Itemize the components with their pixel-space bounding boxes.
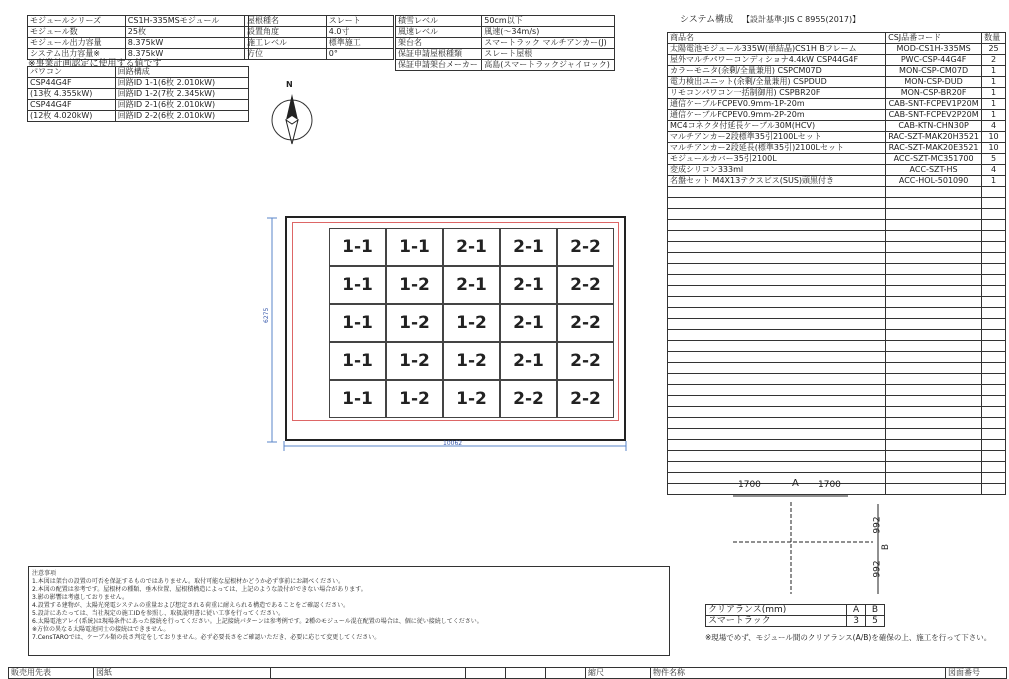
solar-panel: 2-1 [443, 228, 500, 266]
system-parts-table [667, 32, 1006, 495]
roof-info-table [244, 15, 394, 60]
solar-panel: 1-2 [443, 342, 500, 380]
system-part-row [668, 143, 1006, 154]
system-part-row [668, 66, 1006, 77]
system-header-row-cell: CSJ品番コード [886, 33, 982, 44]
system-part-row-cell: 屋外マルチパワーコンディショナ4.4kW CSP44G4F [668, 55, 886, 66]
system-empty-row [668, 440, 1006, 451]
note-line: 5.設計にあたっては、当社規定の施工IDを参照し、取扱説明書に従い工事を行ってください。 [32, 610, 285, 617]
system-part-row [668, 44, 1006, 55]
north-compass [268, 80, 316, 148]
roof-info-row [245, 38, 394, 49]
system-part-row-cell: MC4コネクタ付延長ケーブル30M(HCV) [668, 121, 886, 132]
pcs-row [28, 89, 249, 100]
system-empty-row [668, 418, 1006, 429]
system-empty-row [668, 308, 1006, 319]
clearance-top: 992 [872, 516, 883, 534]
system-part-row-cell: モジュールカバー35引2100L [668, 154, 886, 165]
env-info-row-cell: 風速(〜34m/s) [482, 27, 615, 38]
pcs-header-row [28, 67, 249, 78]
system-title-text: システム構成 [680, 15, 734, 25]
solar-panel: 1-1 [329, 266, 386, 304]
clearance-row-b: 5 [866, 616, 885, 627]
env-info-row [396, 60, 615, 71]
clearance-mid-label: A [792, 478, 799, 489]
env-info-row-cell: 積雪レベル [396, 16, 482, 27]
clearance-row-name: スマートラック [706, 616, 847, 627]
system-part-row [668, 88, 1006, 99]
roof-info-row-cell: 標準施工 [326, 38, 393, 49]
system-empty-row [668, 385, 1006, 396]
system-part-row-cell: マルチアンカー2段延長(標準35引)2100Lセット [668, 143, 886, 154]
system-empty-row [668, 198, 1006, 209]
system-part-row-cell: PWC-CSP-44G4F [886, 55, 982, 66]
module-info-row [28, 27, 249, 38]
module-info-row [28, 16, 249, 27]
footer-drawing: 図紙 [94, 668, 271, 679]
solar-panel: 1-1 [386, 228, 443, 266]
system-empty-row [668, 187, 1006, 198]
module-note: ※事業計画認定に使用する値です [28, 59, 162, 69]
system-part-row-cell: 1 [982, 110, 1006, 121]
footer-drawing-no: 図面番号 [946, 668, 1007, 679]
system-part-row [668, 99, 1006, 110]
note-line: ※方位の異なる太陽電池同士の接続はできません。 [32, 626, 170, 633]
system-header-row-cell: 数量 [982, 33, 1006, 44]
module-info-row-cell: CS1H-335MSモジュール [125, 16, 248, 27]
system-part-row-cell: カラーモニタ(余剰/全量兼用) CSPCM07D [668, 66, 886, 77]
module-info-row [28, 38, 249, 49]
system-part-row [668, 132, 1006, 143]
clearance-right: 1700 [818, 480, 841, 490]
system-part-row-cell: 電力検出ユニット(余剰/全量兼用) CSPDUD [668, 77, 886, 88]
system-part-row-cell: 名盤セット M4X13テクスビス(SUS)頭黒付き [668, 176, 886, 187]
system-part-row-cell: CAB-KTN-CHN30P [886, 121, 982, 132]
pcs-row-cell: 回路ID 2-1(6枚 2.010kW) [115, 100, 248, 111]
system-part-row-cell: 10 [982, 143, 1006, 154]
pcs-row-cell: 回路ID 1-1(6枚 2.010kW) [115, 78, 248, 89]
system-part-row-cell: 1 [982, 88, 1006, 99]
module-info-table [27, 15, 249, 60]
roof-info-row-cell: 0° [326, 49, 393, 60]
system-empty-row [668, 374, 1006, 385]
solar-panel: 2-2 [557, 266, 614, 304]
system-part-row-cell: 通信ケーブルFCPEV0.9mm-1P-20m [668, 99, 886, 110]
roof-info-row-cell: 設置角度 [245, 27, 327, 38]
system-empty-row [668, 341, 1006, 352]
system-empty-row [668, 319, 1006, 330]
solar-panel: 2-2 [557, 304, 614, 342]
system-part-row-cell: リモコンパワコン一括制御用) CSPBR20F [668, 88, 886, 99]
env-info-row-cell: 架台名 [396, 38, 482, 49]
system-part-row [668, 110, 1006, 121]
solar-panel: 1-1 [329, 228, 386, 266]
north-label: N [286, 80, 293, 89]
note-line: 7.CensTAROでは、ケーブル類の長さ判定をしておりません。必ず必要長さをご確認いただき、必要に応じて変更してください。 [32, 634, 381, 641]
clearance-diagram [733, 472, 892, 607]
env-info-row-cell: スレート屋根 [482, 49, 615, 60]
clearance-header-a: A [847, 605, 866, 616]
note-line: 1.本図は架台の設置の可否を保証するものではありません。取付可能な屋根材かどうか必ず事前にお調べください。 [32, 578, 345, 585]
note-line: 2.本図の配置は参考です。屋根材の種類、垂木位置、屋根積構造によっては、上記のような設付ができない場合があります。 [32, 586, 367, 593]
solar-panel: 1-2 [386, 304, 443, 342]
pcs-row [28, 78, 249, 89]
clearance-note: ※現場でめず、モジュール間のクリアランス(A/B)を確保の上、施工を行って下さい。 [705, 633, 992, 642]
solar-panel: 1-2 [386, 380, 443, 418]
system-part-row-cell: MON-CSP-CM07D [886, 66, 982, 77]
roof-info-row-cell: 屋根種名 [245, 16, 327, 27]
system-part-row [668, 77, 1006, 88]
system-empty-row [668, 297, 1006, 308]
solar-panel: 2-1 [500, 266, 557, 304]
note-line: 3.影の影響は考慮しておりません。 [32, 594, 129, 601]
system-part-row [668, 121, 1006, 132]
system-part-row [668, 154, 1006, 165]
env-info-row [396, 27, 615, 38]
system-part-row-cell: MON-CSP-BR20F [886, 88, 982, 99]
environment-info-table [395, 15, 615, 71]
footer-project: 物件名称 [651, 668, 946, 679]
system-part-row-cell: 1 [982, 99, 1006, 110]
solar-panel: 2-2 [557, 380, 614, 418]
system-part-row-cell: 1 [982, 176, 1006, 187]
clearance-lines [733, 494, 893, 604]
system-part-row-cell: 2 [982, 55, 1006, 66]
system-part-row-cell: MON-CSP-DUD [886, 77, 982, 88]
env-info-row [396, 16, 615, 27]
clearance-header-name: クリアランス(mm) [706, 605, 847, 616]
pcs-row-cell: (12枚 4.020kW) [28, 111, 116, 122]
solar-panel: 1-1 [329, 380, 386, 418]
system-empty-row [668, 209, 1006, 220]
roof-info-row-cell: スレート [326, 16, 393, 27]
system-part-row-cell: マルチアンカー2段標準35引2100Lセット [668, 132, 886, 143]
env-info-row [396, 49, 615, 60]
module-info-row-cell: システム出力容量※ [28, 49, 126, 60]
system-part-row-cell: ACC-HOL-501090 [886, 176, 982, 187]
pcs-row [28, 100, 249, 111]
pcs-row-cell: 回路ID 2-2(6枚 2.010kW) [115, 111, 248, 122]
solar-panel: 1-2 [386, 266, 443, 304]
note-line: 6.太陽電池アレイ(系統)は現場条件にあった接続を行ってください。上記接続パターンは参考例です。2種のモジュール混在配置の場合は、個に従い接続してください。 [32, 618, 483, 625]
system-empty-row [668, 407, 1006, 418]
module-info-row-cell: モジュール出力容量 [28, 38, 126, 49]
solar-panel: 1-2 [443, 380, 500, 418]
solar-panel: 2-1 [500, 304, 557, 342]
system-empty-row [668, 253, 1006, 264]
env-info-row-cell: 保証申請屋根種類 [396, 49, 482, 60]
system-part-row-cell: RAC-SZT-MAK20H3521 [886, 132, 982, 143]
system-empty-row [668, 363, 1006, 374]
system-title [680, 12, 860, 25]
system-part-row-cell: 1 [982, 77, 1006, 88]
clearance-header-b: B [866, 605, 885, 616]
dimension-lines [262, 212, 632, 462]
compass-icon [268, 90, 316, 146]
system-standard: 【設計基準:JIS C 8955(2017)】 [741, 15, 861, 24]
roof-info-row [245, 49, 394, 60]
pcs-row [28, 111, 249, 122]
note-line: 4.設置する建物が、太陽光発電システムの重量および想定される荷重に耐えられる構造であることをご確認ください。 [32, 602, 350, 609]
pcs-header-row-cell: 回路構成 [115, 67, 248, 78]
system-empty-row [668, 396, 1006, 407]
system-part-row-cell: 5 [982, 154, 1006, 165]
system-part-row [668, 165, 1006, 176]
footer-seller: 販売用先表 [9, 668, 94, 679]
env-info-row-cell: 高島(スマートラックジャイロック) [482, 60, 615, 71]
roof-info-row-cell: 方位 [245, 49, 327, 60]
system-part-row-cell: ACC-SZT-HS [886, 165, 982, 176]
system-part-row-cell: 太陽電池モジュール335W(単結晶)CS1H Bフレーム [668, 44, 886, 55]
system-part-row-cell: 変成シリコン333ml [668, 165, 886, 176]
solar-panel: 2-2 [557, 342, 614, 380]
dimension-width-label: 10062 [443, 440, 463, 447]
system-part-row-cell: CAB-SNT-FCPEV1P20M [886, 99, 982, 110]
pcs-table [27, 66, 249, 122]
system-empty-row [668, 352, 1006, 363]
pcs-header-row-cell: パワコン [28, 67, 116, 78]
pcs-row-cell: (13枚 4.355kW) [28, 89, 116, 100]
system-empty-row [668, 242, 1006, 253]
notes-title: 注意事項 [32, 570, 57, 577]
env-info-row [396, 38, 615, 49]
solar-panel: 1-2 [443, 304, 500, 342]
system-part-row-cell: 25 [982, 44, 1006, 55]
env-info-row-cell: 50cm以下 [482, 16, 615, 27]
system-header-row [668, 33, 1006, 44]
roof-info-row [245, 16, 394, 27]
system-part-row-cell: 10 [982, 132, 1006, 143]
module-info-row-cell: 25枚 [125, 27, 248, 38]
system-empty-row [668, 286, 1006, 297]
pcs-row-cell: CSP44G4F [28, 100, 116, 111]
system-part-row-cell: 通信ケーブルFCPEV0.9mm-2P-20m [668, 110, 886, 121]
env-info-row-cell: スマートラック マルチアンカー(J) [482, 38, 615, 49]
system-empty-row [668, 264, 1006, 275]
solar-panel: 1-1 [329, 342, 386, 380]
system-part-row-cell: 1 [982, 66, 1006, 77]
system-part-row-cell: 4 [982, 165, 1006, 176]
roof-info-row [245, 27, 394, 38]
solar-panel: 1-2 [386, 342, 443, 380]
system-part-row-cell: RAC-SZT-MAK20E3521 [886, 143, 982, 154]
clearance-side-label: B [881, 543, 892, 551]
roof-info-row-cell: 4.0寸 [326, 27, 393, 38]
clearance-bottom: 992 [872, 560, 883, 578]
clearance-table [705, 604, 885, 627]
system-empty-row [668, 429, 1006, 440]
solar-panel: 1-1 [329, 304, 386, 342]
system-empty-row [668, 275, 1006, 286]
pcs-row-cell: CSP44G4F [28, 78, 116, 89]
system-empty-row [668, 220, 1006, 231]
clearance-left: 1700 [738, 480, 761, 490]
solar-panel: 2-1 [500, 342, 557, 380]
system-part-row-cell: CAB-SNT-FCPEV2P20M [886, 110, 982, 121]
solar-panel: 2-1 [443, 266, 500, 304]
module-info-row-cell: 8.375kW [125, 49, 248, 60]
system-part-row [668, 55, 1006, 66]
system-empty-row [668, 462, 1006, 473]
env-info-row-cell: 保証申請架台メーカー [396, 60, 482, 71]
notes-box [28, 566, 670, 656]
solar-panel: 2-2 [500, 380, 557, 418]
system-empty-row [668, 231, 1006, 242]
roof-info-row-cell: 施工レベル [245, 38, 327, 49]
solar-panel: 2-1 [500, 228, 557, 266]
module-info-row-cell: モジュールシリーズ [28, 16, 126, 27]
system-header-row-cell: 商品名 [668, 33, 886, 44]
pcs-row-cell: 回路ID 1-2(7枚 2.345kW) [115, 89, 248, 100]
footer-strip [8, 667, 1007, 679]
system-part-row-cell: ACC-SZT-MC351700 [886, 154, 982, 165]
module-info-row-cell: モジュール数 [28, 27, 126, 38]
clearance-row-a: 3 [847, 616, 866, 627]
system-part-row-cell: MOD-CS1H-335MS [886, 44, 982, 55]
solar-panel: 2-2 [557, 228, 614, 266]
module-info-row-cell: 8.375kW [125, 38, 248, 49]
dimension-height-label: 6275 [263, 307, 270, 323]
system-empty-row [668, 451, 1006, 462]
env-info-row-cell: 風速レベル [396, 27, 482, 38]
system-part-row [668, 176, 1006, 187]
footer-scale: 縮尺 [586, 668, 651, 679]
system-empty-row [668, 330, 1006, 341]
system-part-row-cell: 4 [982, 121, 1006, 132]
